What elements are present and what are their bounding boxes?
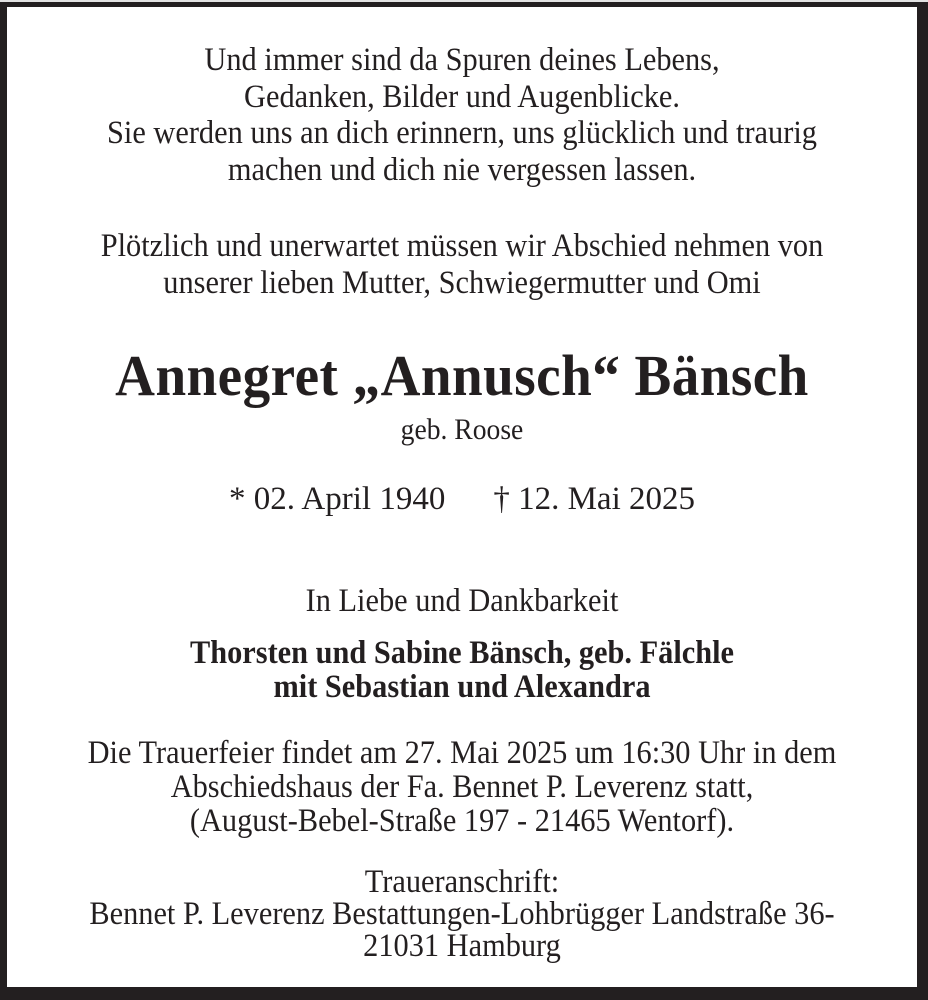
mourner-line: Thorsten und Sabine Bänsch, geb. Fälchle [189,634,735,671]
verse-line: machen und dich nie vergessen lassen. [227,151,697,188]
condolence-address-line: Bennet P. Leverenz Bestattungen-Lohbrügger Landstraße 36- [89,895,835,932]
birth-date: * 02. April 1940 [228,481,446,517]
death-date: † 12. Mai 2025 [493,481,695,517]
condolence-address [7,863,917,964]
announcement-text [7,228,917,301]
verse-line: Und immer sind da Spuren deines Lebens, [204,42,720,78]
maiden-name: geb. Roose [400,413,524,446]
service-line: (August-Bebel-Straße 197 - 21465 Wentorf). [189,802,735,839]
service-line: Die Trauerfeier findet am 27. Mai 2025 um 16:30 Uhr in dem [87,734,837,771]
obituary-content [7,2,917,987]
life-dates [7,481,917,517]
verse-line: Sie werden uns an dich erinnern, uns glücklich und traurig [107,115,817,151]
mourner-line: mit Sebastian und Alexandra [273,668,651,705]
announcement-line: unserer lieben Mutter, Schwiegermutter und Omi [163,264,761,301]
announcement-line: Plötzlich und unerwartet müssen wir Abschied nehmen von [100,228,824,264]
condolence-address-label: Traueranschrift: [364,863,560,900]
memorial-verse [7,42,917,188]
service-line: Abschiedshaus der Fa. Bennet P. Leverenz statt, [170,768,754,805]
verse-line: Gedanken, Bilder und Augenblicke. [244,78,680,115]
funeral-service-info [7,736,917,838]
deceased-name: Annegret „Annusch“ Bänsch [115,343,809,408]
condolence-address-line: 21031 Hamburg [363,927,561,964]
mourners [7,636,917,704]
closing-phrase: In Liebe und Dankbarkeit [305,583,619,619]
